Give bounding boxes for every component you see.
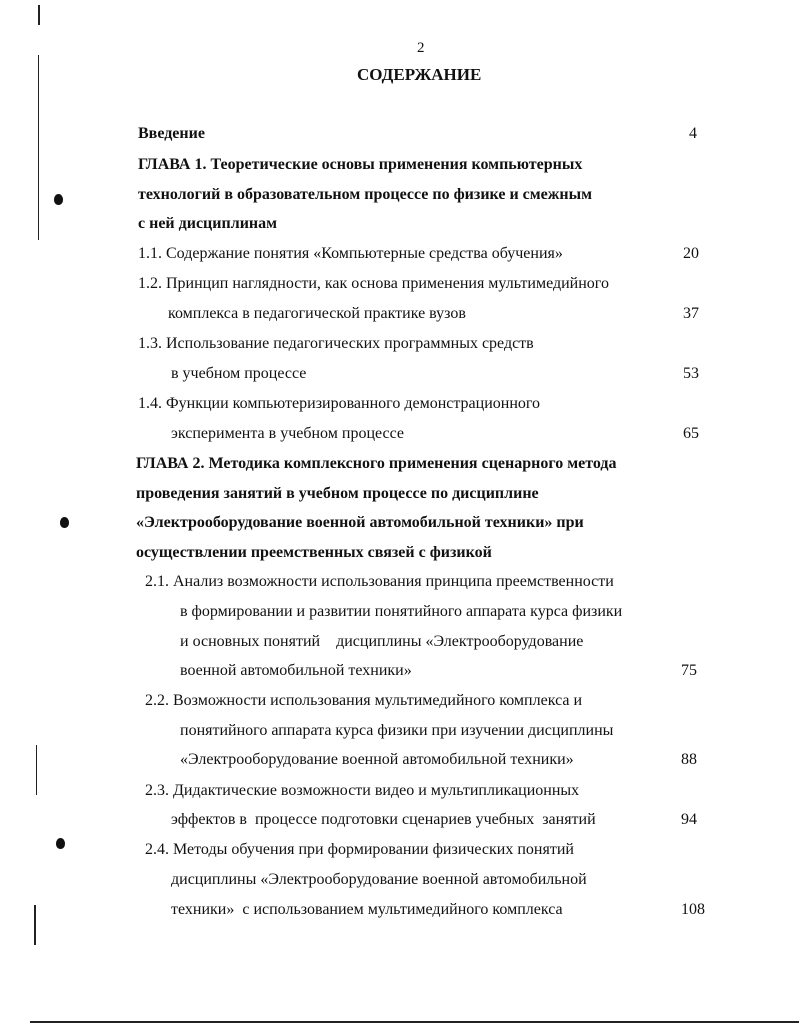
section-1-2-line-2: комплекса в педагогической практике вузов	[168, 305, 466, 322]
section-1-1-page: 20	[683, 245, 699, 262]
section-1-1-line-1: 1.1. Содержание понятия «Компьютерные средства обучения»	[138, 245, 563, 262]
section-2-1-line-3: и основных понятий дисциплины «Электрооборудование	[180, 633, 584, 650]
section-2-2-line-3: «Электрооборудование военной автомобильной техники»	[180, 751, 574, 768]
section-1-4-line-2: эксперимента в учебном процессе	[171, 425, 404, 442]
chapter2-title-line-4: осуществлении преемственных связей с физикой	[136, 544, 492, 561]
chapter2-title-line-1: ГЛАВА 2. Методика комплексного применения сценарного метода	[136, 455, 617, 472]
section-1-2-line-1: 1.2. Принцип наглядности, как основа применения мультимедийного	[138, 275, 609, 292]
section-1-4-line-1: 1.4. Функции компьютеризированного демонстрационного	[138, 395, 541, 412]
chapter1-title-line-3: с ней дисциплинам	[138, 215, 278, 232]
section-2-4-line-1: 2.4. Методы обучения при формировании физических понятий	[145, 841, 574, 858]
section-2-4-page: 108	[681, 901, 705, 918]
section-2-3-page: 94	[681, 811, 697, 828]
punch-hole-mark-3	[56, 838, 65, 849]
chapter1-title-line-2: технологий в образовательном процессе по физике и смежным	[138, 186, 592, 203]
section-2-3-line-2: эффектов в процессе подготовки сценариев учебных занятий	[171, 811, 596, 828]
toc-intro-label: Введение	[138, 125, 205, 142]
section-1-4-page: 65	[683, 425, 699, 442]
section-2-2-page: 88	[681, 751, 697, 768]
section-2-4-line-2: дисциплины «Электрооборудование военной автомобильной	[171, 871, 587, 888]
section-1-2-page: 37	[683, 305, 699, 322]
section-2-2-line-2: понятийного аппарата курса физики при изучении дисциплины	[180, 722, 614, 739]
section-2-1-line-1: 2.1. Анализ возможности использования принципа преемственности	[145, 573, 614, 590]
scan-bottom-line	[30, 1021, 799, 1023]
section-1-3-line-1: 1.3. Использование педагогических программных средств	[138, 335, 534, 352]
section-2-1-page: 75	[681, 662, 697, 679]
section-2-1-line-4: военной автомобильной техники»	[180, 662, 412, 679]
chapter2-title-line-2: проведения занятий в учебном процессе по дисциплине	[136, 485, 539, 502]
section-2-1-line-2: в формировании и развитии понятийного аппарата курса физики	[180, 603, 623, 620]
section-1-3-page: 53	[683, 365, 699, 382]
toc-heading: СОДЕРЖАНИЕ	[357, 65, 482, 84]
scan-edge-line-upper	[38, 55, 39, 240]
section-2-3-line-1: 2.3. Дидактические возможности видео и мультипликационных	[145, 782, 580, 799]
punch-hole-mark-2	[60, 517, 69, 528]
section-1-3-line-2: в учебном процессе	[171, 365, 307, 382]
chapter2-title-line-3: «Электрооборудование военной автомобильной техники» при	[136, 514, 584, 531]
scan-edge-line-middle	[36, 745, 37, 795]
scan-edge-line-top	[38, 5, 40, 25]
section-2-4-line-3: техники» с использованием мультимедийного комплекса	[171, 901, 563, 918]
toc-intro-page: 4	[689, 125, 697, 142]
page-number: 2	[417, 40, 425, 56]
scan-edge-line-lower	[34, 905, 36, 945]
section-2-2-line-1: 2.2. Возможности использования мультимедийного комплекса и	[145, 692, 583, 709]
punch-hole-mark-1	[54, 194, 63, 205]
chapter1-title-line-1: ГЛАВА 1. Теоретические основы применения компьютерных	[138, 156, 583, 173]
